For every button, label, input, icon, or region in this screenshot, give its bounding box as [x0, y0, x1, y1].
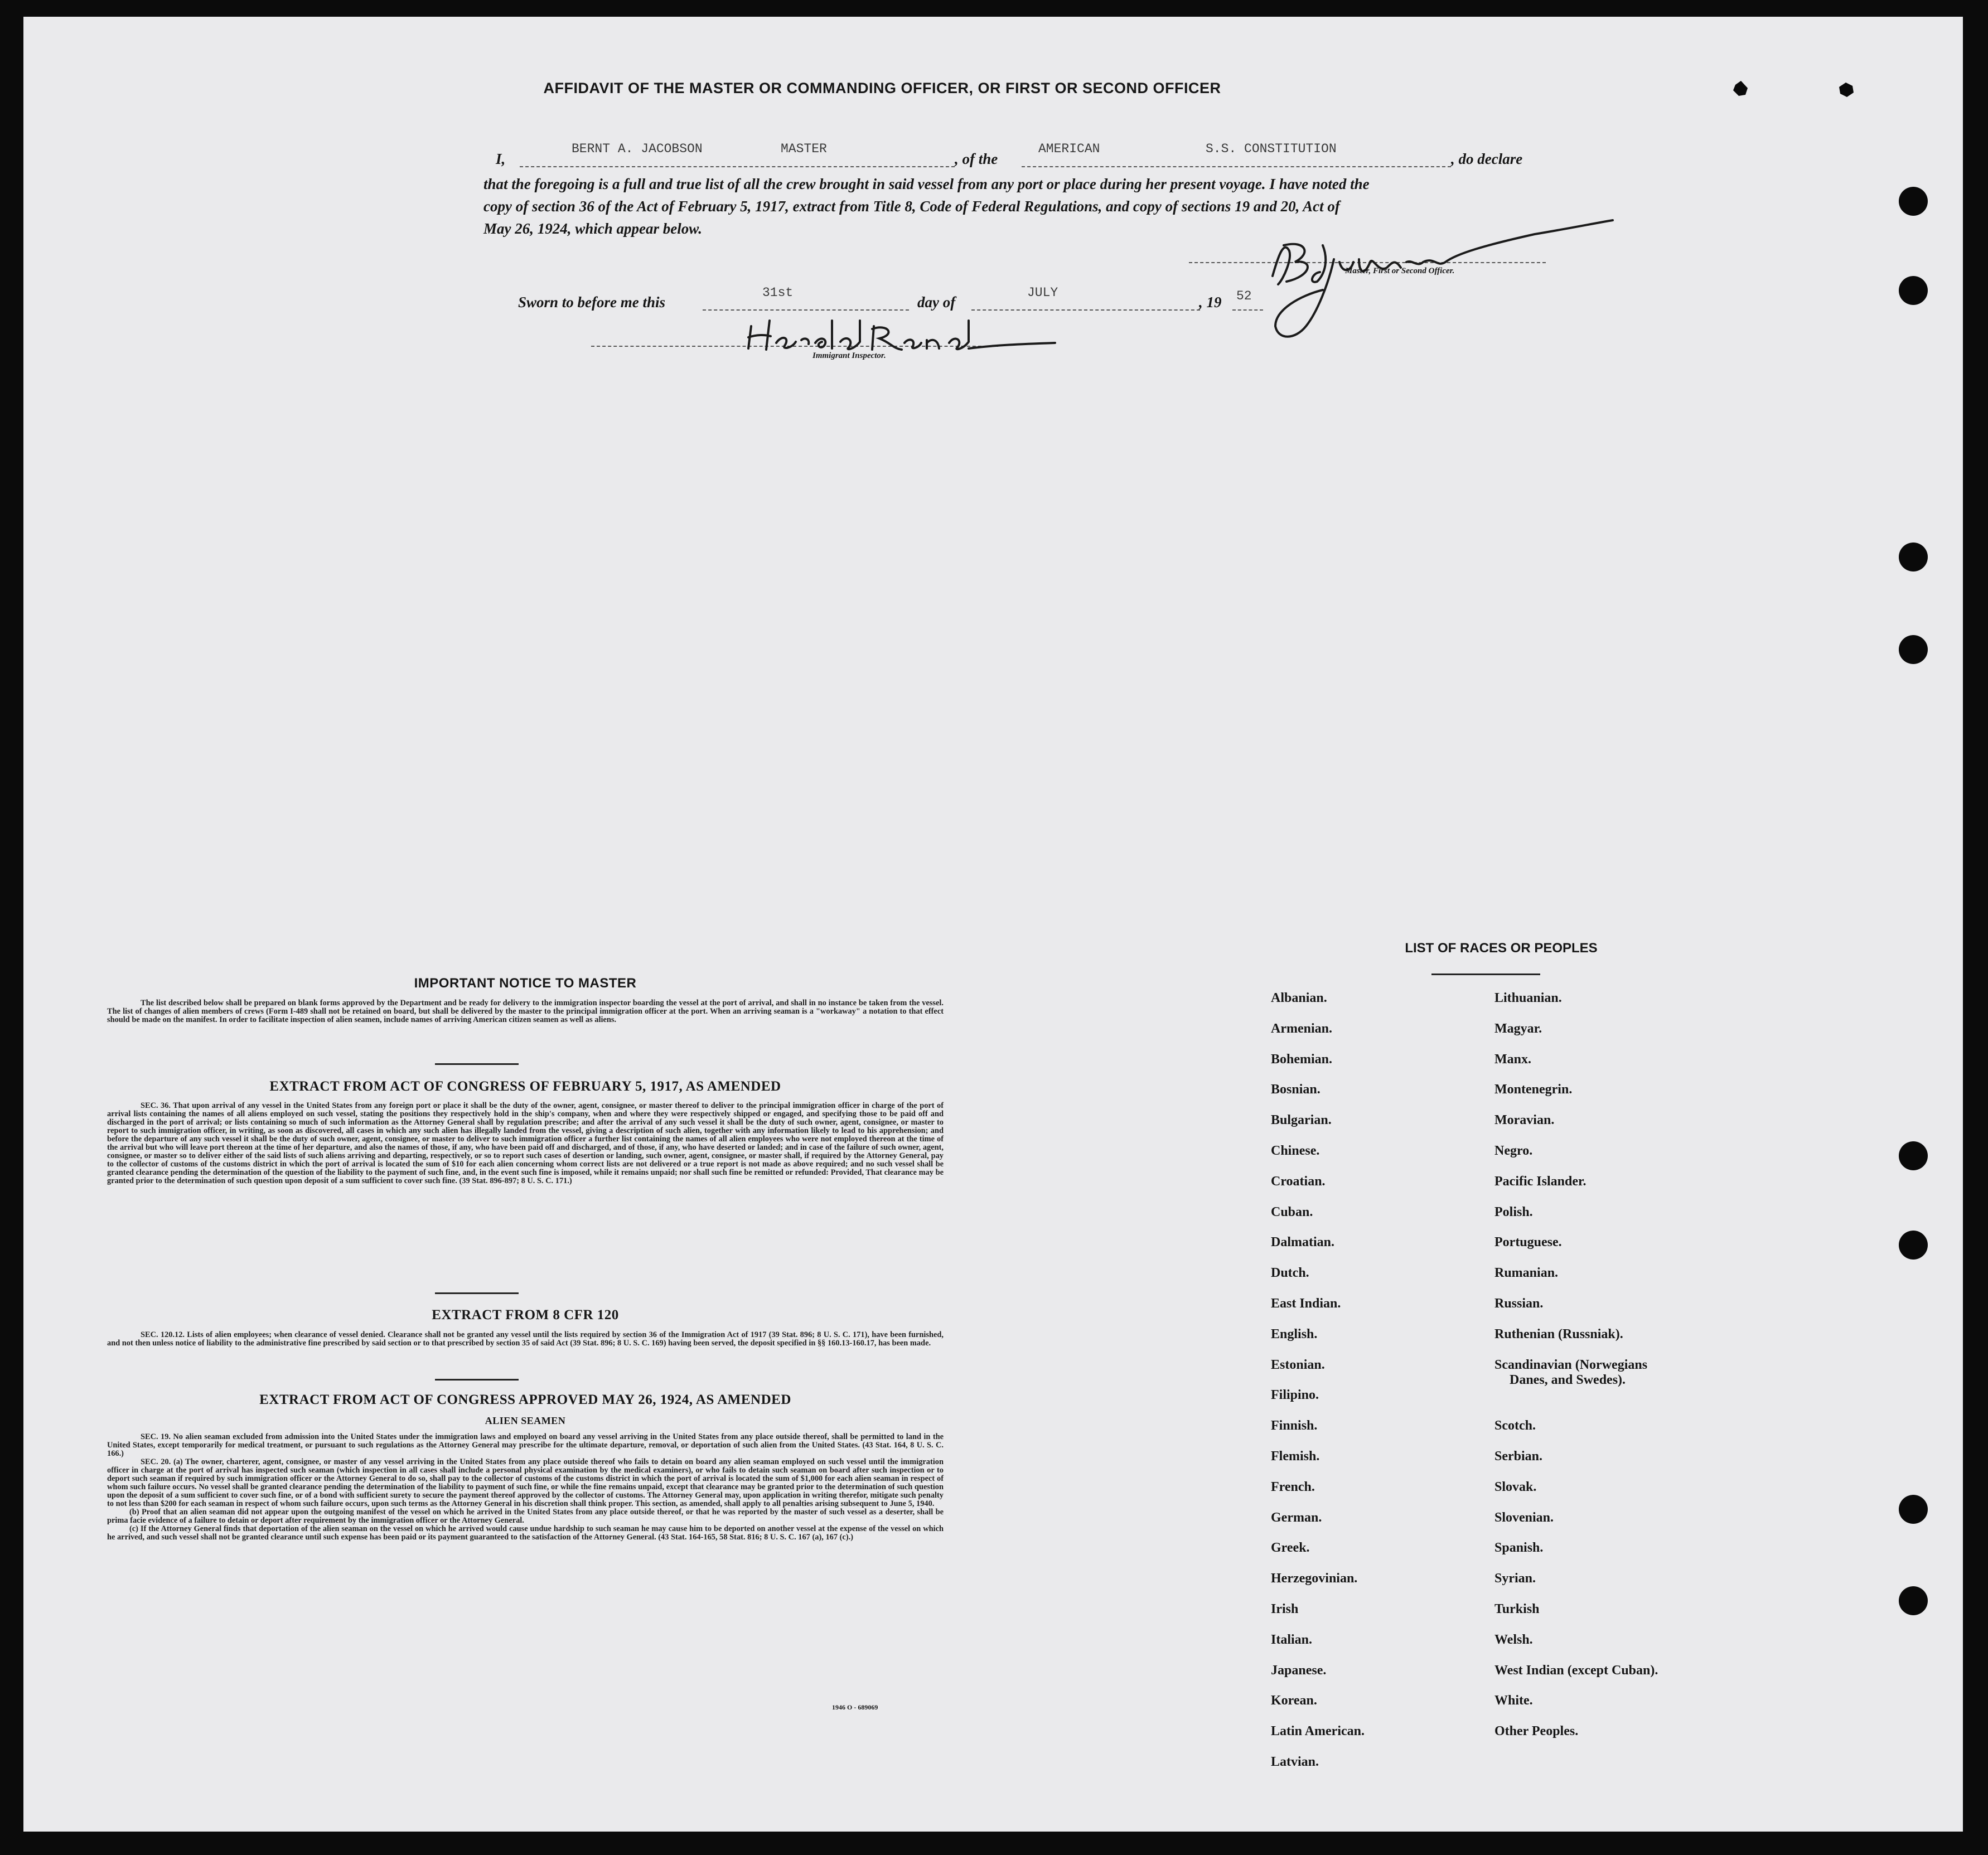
sec-19-text: SEC. 19. No alien seaman excluded from admission into the United States under the immigration laws and employed on board any vessel arriving in the United States from any place outside thereof, shall be permitted to land in the United States, except temporarily for medical treatment, or pursuant to such regulations as the Attorney General may prescribe for the ultimate departure, removal, or deportation of such alien from the United States. (43 Stat. 164, 8 U. S. C. 166.) [107, 1432, 944, 1458]
extract-1917-title: EXTRACT FROM ACT OF CONGRESS OF FEBRUARY 5, 1917, AS AMENDED [269, 1079, 781, 1094]
sec-20a-text: SEC. 20. (a) The owner, charterer, agent, consignee, or master of any vessel arriving in the United States from any place outside thereof who fails to detain on board any alien seaman employed on such vessel until the immigration officer in charge at the port of arrival has inspected such seaman (which inspection in all cases shall include a personal physical examination by the medical examiners), or who fails to detain such seaman on board after such inspection or to deport such seaman if required by such immigration officer or the Attorney General to do so, shall pay to the collector of customs of the customs district in which the port of arrival is located the sum of $1,000 for each alien seaman in respect of whom such failure occurs. No vessel shall be granted clearance pending the determination of the liability to payment of such fine, or while the fine remains unpaid, except that clearance may be granted prior to the determination of such question upon the deposit of a sum sufficient to cover such fine, or of a bond with sufficient surety to secure the payment thereof approved by the collector of customs. The Attorney General may, upon application in writing therefor, mitigate such penalty to not less than $200 for each seaman in respect of whom such failure occurs, upon such terms as the Attorney General in his discretion shall think proper. This section, as amended, shall apply to all penalties arising subsequent to June 5, 1940. [107, 1457, 944, 1508]
race-item: Montenegrin. [1494, 1082, 1573, 1097]
race-item: Manx. [1494, 1052, 1531, 1067]
race-item: Korean. [1271, 1693, 1317, 1708]
race-item: Irish [1271, 1602, 1299, 1616]
race-item: Russian. [1494, 1296, 1544, 1311]
section-divider [435, 1292, 519, 1294]
race-item: Greek. [1271, 1541, 1310, 1556]
race-item: Ruthenian (Russniak). [1494, 1326, 1623, 1341]
vessel-name-typed: S.S. CONSTITUTION [1206, 142, 1337, 156]
master-signature-caption: Master, First or Second Officer. [1345, 267, 1455, 275]
year-typed: 52 [1236, 289, 1252, 303]
race-item: Portuguese. [1494, 1235, 1562, 1250]
inspector-signature [743, 309, 1061, 365]
race-item: Japanese. [1271, 1663, 1327, 1678]
race-item: Latin American. [1271, 1724, 1365, 1739]
affidavit-body-line-3: May 26, 1924, which appear below. [483, 220, 703, 237]
notice-text: The list described below shall be prepared on blank forms approved by the Department and be ready for delivery to the immigration inspector boarding the vessel at the port of arrival, and shall in no instance be taken from the vessel. The list of changes of alien members of crews (Form I-489 shall not be retained on board, but shall be delivered by the master to the principal immigration officer at the port. When an arriving seaman is a "workaway" a notation to that effect should be made on the manifest. In order to facilitate inspection of alien seamen, include names of arriving American citizen seamen as well as aliens. [107, 999, 944, 1024]
race-item: French. [1271, 1479, 1315, 1494]
race-item: Bulgarian. [1271, 1113, 1332, 1128]
sec-20b-text: (b) Proof that an alien seaman did not appear upon the outgoing manifest of the vessel on which he arrived in the United States from any place outside thereof, or that he was reported by the master of such vessel as a deserter, shall be prima facie evidence of a failure to detain or deport after requirement by the immigration officer or the Attorney General. [107, 1508, 944, 1525]
document-sheet [23, 17, 1963, 1832]
race-item: Welsh. [1494, 1632, 1533, 1647]
race-item: Pacific Islander. [1494, 1174, 1586, 1189]
race-item: Estonian. [1271, 1357, 1325, 1372]
of-the-label: , of the [955, 151, 998, 167]
affidavit-body-line-1: that the foregoing is a full and true list of all the crew brought in said vessel from any port or place during her present voyage. I have noted the [483, 176, 1370, 192]
race-item: Armenian. [1271, 1021, 1332, 1036]
race-item: Serbian. [1494, 1449, 1543, 1464]
extract-1924-title: EXTRACT FROM ACT OF CONGRESS APPROVED MAY 26, 1924, AS AMENDED [259, 1392, 791, 1407]
punch-hole [1899, 1141, 1928, 1170]
race-item: Other Peoples. [1494, 1724, 1579, 1739]
punch-hole [1899, 276, 1928, 305]
race-item: West Indian (except Cuban). [1494, 1663, 1658, 1678]
extract-1924-text [107, 1433, 944, 1542]
race-item: English. [1271, 1326, 1318, 1341]
race-item: Cuban. [1271, 1204, 1313, 1219]
race-item: White. [1494, 1693, 1533, 1708]
race-item: Italian. [1271, 1632, 1313, 1647]
blot-mark [1830, 78, 1864, 106]
year-line [1232, 309, 1263, 311]
race-item: Magyar. [1494, 1021, 1542, 1036]
master-rank-typed: MASTER [781, 142, 827, 156]
section-divider [435, 1379, 519, 1381]
race-item: Danes, and Swedes). [1510, 1372, 1626, 1387]
extract-1924-subtitle: ALIEN SEAMEN [485, 1415, 566, 1426]
race-item: Slovak. [1494, 1479, 1537, 1494]
race-item: Spanish. [1494, 1541, 1544, 1556]
extract-1917-text: SEC. 36. That upon arrival of any vessel in the United States from any foreign port or place it shall be the duty of the owner, agent, consignee, or master thereof to deliver to the principal immigration officer in charge of the port of arrival lists containing the names of all aliens employed on such vessel, stating the positions they respectively hold in the ship's company, when and where they were respectively shipped or engaged, and specifying those to be paid off and discharged in the port of arrival; or lists containing so much of such information as the Attorney General shall by regulation prescribe; and after the arrival of any such vessel it shall be the duty of such owner, agent, consignee, or master to report to such immigration officer, in writing, as soon as discovered, all cases in which any such alien has illegally landed from the vessel, giving a description of such alien, together with any information likely to lead to his apprehension; and before the departure of any such vessel it shall be the duty of such owner, agent, consignee, or master to deliver to such immigration officer a further list containing the names of all alien employees who were not employed thereon at the time of the arrival but who will leave port thereon at the time of her departure, and also the names of those, if any, who have been paid off and discharged, and of those, if any, who have deserted or landed; and in case of the failure of such owner, agent, consignee, or master so to deliver either of the said lists of such aliens arriving and departing, respectively, or so to report such cases of desertion or landing, such owner, agent, consignee, or master shall, if required by the Attorney General, pay to the collector of customs of the customs district in which the port of arrival is located the sum of $10 for each alien concerning whom correct lists are not delivered or a true report is not made as above required; and no such vessel shall be granted clearance pending the determination of the question of the liability to the payment of such fine, and, in the event such fine is imposed, while it remains unpaid; nor shall such fine be remitted or refunded: Provided, That clearance may be granted prior to the determination of such question upon deposit of a sum sufficient to cover such fine. (39 Stat. 896-897; 8 U. S. C. 171.) [107, 1101, 944, 1185]
year-prefix: , 19 [1199, 294, 1222, 311]
punch-hole [1899, 1586, 1928, 1615]
punch-hole [1899, 187, 1928, 216]
race-item: Finnish. [1271, 1418, 1318, 1433]
races-title: LIST OF RACES OR PEOPLES [1405, 941, 1598, 956]
races-title-rule [1431, 973, 1540, 975]
race-item: Scandinavian (Norwegians [1494, 1357, 1648, 1372]
race-item: Filipino. [1271, 1388, 1319, 1403]
race-item: Bosnian. [1271, 1082, 1321, 1097]
name-fill-line [520, 166, 955, 167]
race-item: Croatian. [1271, 1174, 1326, 1189]
race-item: Scotch. [1494, 1418, 1536, 1433]
race-item: Polish. [1494, 1204, 1533, 1219]
affidavit-body-line-2: copy of section 36 of the Act of February 5, 1917, extract from Title 8, Code of Federal Regulations, and copy of sections 19 and 20, Act of [483, 198, 1340, 215]
master-name-typed: BERNT A. JACOBSON [572, 142, 703, 156]
race-item: Syrian. [1494, 1571, 1536, 1586]
affidavit-title: AFFIDAVIT OF THE MASTER OR COMMANDING OFFICER, OR FIRST OR SECOND OFFICER [543, 80, 1221, 96]
month-typed: JULY [1027, 285, 1058, 300]
inspector-signature-caption: Immigrant Inspector. [812, 351, 886, 360]
print-code: 1946 O - 689069 [832, 1703, 878, 1711]
race-item: Negro. [1494, 1144, 1533, 1158]
sec-20c-text: (c) If the Attorney General finds that deportation of the alien seaman on the vessel on which he arrived would cause undue hardship to such seaman he may cause him to be deported on another vessel at the expense of the vessel on which he arrived, and such vessel shall not be granted clearance until such expense has been paid or its payment guaranteed to the satisfaction of the Attorney General. (43 Stat. 164-165, 58 Stat. 816; 8 U. S. C. 167 (a), 167 (c).) [107, 1524, 944, 1542]
punch-hole [1899, 1231, 1928, 1260]
section-divider [435, 1063, 519, 1065]
master-signature [1245, 206, 1624, 351]
punch-hole [1899, 1495, 1928, 1524]
race-item: Flemish. [1271, 1449, 1320, 1464]
race-item: Moravian. [1494, 1113, 1555, 1128]
sworn-label: Sworn to before me this [518, 294, 666, 311]
nationality-typed: AMERICAN [1038, 142, 1100, 156]
notice-title: IMPORTANT NOTICE TO MASTER [414, 976, 637, 991]
race-item: Rumanian. [1494, 1266, 1559, 1281]
race-item: Herzegovinian. [1271, 1571, 1358, 1586]
race-item: Latvian. [1271, 1755, 1319, 1769]
race-item: Albanian. [1271, 991, 1327, 1005]
blot-mark [1724, 78, 1758, 106]
race-item: Slovenian. [1494, 1510, 1554, 1525]
punch-hole [1899, 543, 1928, 571]
day-of-label: day of [917, 294, 956, 311]
sworn-day-typed: 31st [762, 285, 794, 300]
extract-cfr-text: SEC. 120.12. Lists of alien employees; when clearance of vessel denied. Clearance shall not be granted any vessel until the lists required by section 36 of the Immigration Act of 1917 (39 Stat. 896; 8 U. S. C. 171), have been furnished, and not then unless notice of liability to the administrative fine prescribed by said section or to that prescribed by section 35 of said Act (39 Stat. 896; 8 U. S. C. 169) having been served, the deposit specified in §§ 160.13-160.17, has been made. [107, 1330, 944, 1348]
race-item: Bohemian. [1271, 1052, 1333, 1067]
race-item: Dutch. [1271, 1266, 1309, 1281]
race-item: East Indian. [1271, 1296, 1341, 1311]
race-item: Turkish [1494, 1602, 1540, 1616]
do-declare-label: , do declare [1451, 151, 1523, 167]
race-item: Dalmatian. [1271, 1235, 1334, 1250]
race-item: Chinese. [1271, 1144, 1320, 1158]
extract-cfr-title: EXTRACT FROM 8 CFR 120 [432, 1307, 619, 1323]
punch-hole [1899, 635, 1928, 664]
race-item: Lithuanian. [1494, 991, 1562, 1005]
affidavit-prefix: I, [496, 151, 506, 167]
race-item: German. [1271, 1510, 1322, 1525]
vessel-fill-line [1022, 166, 1451, 167]
